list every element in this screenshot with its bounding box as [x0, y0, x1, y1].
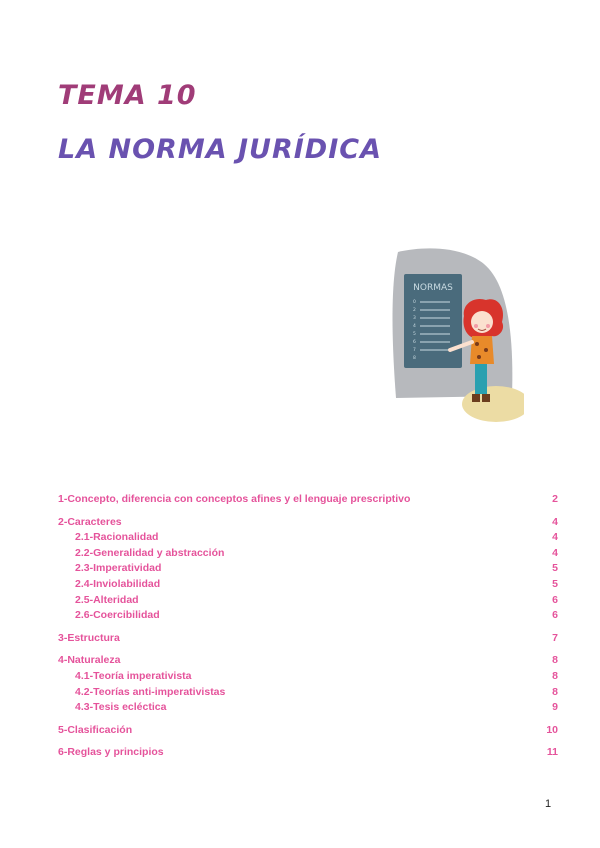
toc-page: 4 — [552, 515, 558, 528]
toc-label: 3-Estructura — [58, 631, 120, 644]
toc-label: 4.1-Teoría imperativista — [75, 669, 192, 682]
top-dot — [484, 348, 488, 352]
top-dot — [475, 342, 479, 346]
board-number: 7 — [413, 348, 416, 353]
face — [471, 311, 493, 333]
toc-subentry[interactable] — [58, 546, 558, 562]
cheek — [474, 324, 478, 328]
toc-subentry[interactable] — [58, 593, 558, 609]
toc-label: 2.6-Coercibilidad — [75, 609, 160, 622]
toc-entry[interactable] — [58, 492, 558, 508]
toc-subentry[interactable] — [58, 561, 558, 577]
board-number: 6 — [413, 340, 416, 345]
board-number: 3 — [413, 316, 416, 321]
toc-label: 1-Concepto, diferencia con conceptos afines y el lenguaje prescriptivo — [58, 493, 411, 505]
toc-page: 9 — [552, 701, 558, 714]
toc-entry[interactable] — [58, 723, 558, 739]
toc-entry[interactable] — [58, 745, 558, 761]
toc-page: 8 — [552, 669, 558, 682]
toc-label: 2-Caracteres — [58, 515, 122, 528]
boot — [482, 394, 490, 402]
toc-label: 6-Reglas y principios — [58, 746, 164, 759]
board-number: 5 — [413, 332, 416, 337]
teacher-illustration — [384, 246, 524, 426]
legs — [475, 364, 487, 394]
page-number: 1 — [545, 798, 552, 810]
cheek — [486, 324, 490, 328]
toc-page: 5 — [552, 577, 558, 590]
table-of-contents — [58, 492, 558, 761]
top-dot — [477, 355, 481, 359]
toc-subentry[interactable] — [58, 608, 558, 624]
toc-page: 5 — [552, 562, 558, 575]
top — [470, 336, 494, 364]
title-line-2: LA NORMA JURÍDICA — [58, 134, 382, 165]
toc-label: 2.2-Generalidad y abstracción — [75, 546, 225, 559]
board-number: 2 — [413, 308, 416, 313]
toc-page: 8 — [552, 685, 558, 698]
board-label: NORMAS — [413, 283, 453, 293]
toc-label: 2.5-Alteridad — [75, 593, 139, 606]
toc-page: 8 — [552, 654, 558, 667]
toc-label: 4.3-Tesis ecléctica — [75, 701, 167, 714]
toc-label: 2.1-Racionalidad — [75, 531, 159, 544]
toc-subentry[interactable] — [58, 685, 558, 701]
toc-subentry[interactable] — [58, 669, 558, 685]
toc-label: 5-Clasificación — [58, 723, 133, 736]
toc-subentry[interactable] — [58, 577, 558, 593]
toc-label: 4-Naturaleza — [58, 654, 121, 667]
toc-page: 6 — [552, 609, 558, 622]
toc-entry[interactable] — [58, 631, 558, 647]
title-line-1: TEMA 10 — [58, 80, 197, 111]
toc-subentry[interactable] — [58, 530, 558, 546]
toc-label: 2.3-Imperatividad — [75, 562, 162, 575]
toc-page: 6 — [552, 593, 558, 606]
toc-label: 4.2-Teorías anti-imperativistas — [75, 685, 226, 698]
board-number: 4 — [413, 324, 416, 329]
toc-entry[interactable] — [58, 515, 558, 531]
toc-page: 4 — [552, 546, 558, 559]
toc-subentry[interactable] — [58, 700, 558, 716]
toc-label: 2.4-Inviolabilidad — [75, 577, 161, 590]
boot — [472, 394, 480, 402]
toc-page: 4 — [552, 531, 558, 544]
toc-page: 2 — [552, 493, 558, 505]
board-number: 8 — [413, 356, 416, 361]
toc-page: 10 — [546, 723, 558, 736]
toc-page: 7 — [552, 631, 558, 644]
toc-entry[interactable] — [58, 653, 558, 669]
board-number: 0 — [413, 300, 416, 305]
toc-page: 11 — [546, 746, 558, 759]
